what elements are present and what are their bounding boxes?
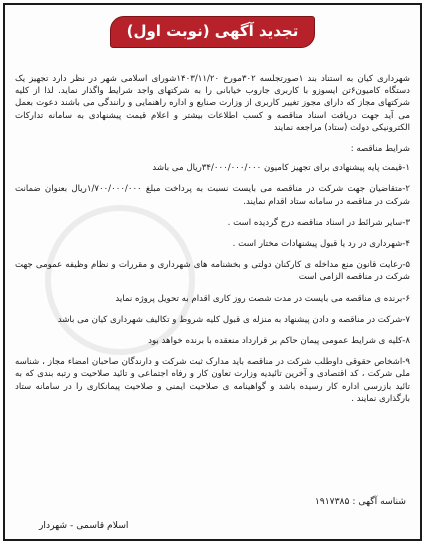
condition-item: ۷-شرکت در مناقصه و دادن پیشنهاد به منزله ی قبول کلیه شروط و تکالیف شهرداری کیان می باشد bbox=[57, 314, 410, 325]
condition-item: ۹-اشخاص حقوقی داوطلب شرکت در مناقصه باید مدارک ثبت شرکت و دارندگان صاحبان امضاء مجاز ، شناسه ملی شرکت ، کد اقتصادی و آخرین تائیدیه وزارت تعاون کار و رفاه اجتماعی و تائید صلاحیت و رتبه بندی که به تائید بازرسی اداره کار رسیده باشد و گواهینامه ی صلاحیت ایمنی و صلاحیت پیمانکاری را در سامانه ستاد بارگذاری نمایند . bbox=[15, 357, 410, 404]
condition-item: ۳-سایر شرائط در اسناد مناقصه درج گردیده است . bbox=[227, 217, 410, 228]
conditions-heading: شرایط مناقصه : bbox=[350, 144, 410, 155]
notice-frame bbox=[3, 3, 422, 541]
condition-item: ۲-متقاضیان جهت شرکت در مناقصه می بایست نسبت به پرداخت مبلغ ۱/۷۰۰/۰۰۰/۰۰۰ریال بعنوان ضمانت شرکت در مناقصه در سامانه ستاد اقدام نمایند. bbox=[15, 184, 410, 207]
condition-item: ۶-برنده ی مناقصه می بایست در مدت شصت روز کاری اقدام به تحویل پروژه نماید bbox=[115, 293, 410, 304]
signer-name: اسلام قاسمی - شهردار bbox=[39, 520, 129, 531]
condition-item: ۵-رعایت قانون منع مداخله ی کارکنان دولتی و بخشنامه های شهرداری و مقررات و نظام وظیفه عمومی جهت شرکت در مناقصه الزامی است bbox=[15, 260, 410, 283]
condition-item: ۱-قیمت پایه پیشنهادی برای تجهیز کامیون ۳۴/۰۰۰/۰۰۰/۰۰۰ریال می باشد bbox=[152, 163, 410, 174]
intro-paragraph: شهرداری کیان به استناد بند ۱صورتجلسه ۳۰۲مورخ ۱۴۰۳/۱۱/۲۰شورای اسلامی شهر در نظر دارد تجهیز یک دستگاه کامیون۶تن ایسوزو با کاربری جاروب خیابانی را به شرکتهای واجد شرایط واگذار نماید. لذا از کلیه شرکتهای مجاز که دارای مجوز تغییر کاربری از وزارت صنایع و اداره راهنمایی و رانندگی می باشند دعوت بعمل می آید جهت دریافت اسناد مناقصه و کسب اطلاعات بیشتر و اعلام قیمت پیشنهادی به سامانه تدارکات الکترونیکی دولت (ستاد) مراجعه نمایند bbox=[15, 74, 410, 133]
title-banner: تجدید آگهی (نوبت اول) bbox=[110, 16, 316, 48]
condition-item: ۴-شهرداری در رد یا قبول پیشنهادات مختار است . bbox=[232, 239, 410, 250]
notice-code: شناسه آگهی : ۱۹۱۷۳۸۵ bbox=[314, 496, 406, 507]
title-banner-wrap bbox=[5, 16, 420, 48]
condition-item: ۸-کلیه ی شرایط عمومی پیمان حاکم بر قرارداد منعقده با برنده خواهد بود bbox=[148, 336, 410, 347]
notice-body bbox=[15, 73, 410, 414]
